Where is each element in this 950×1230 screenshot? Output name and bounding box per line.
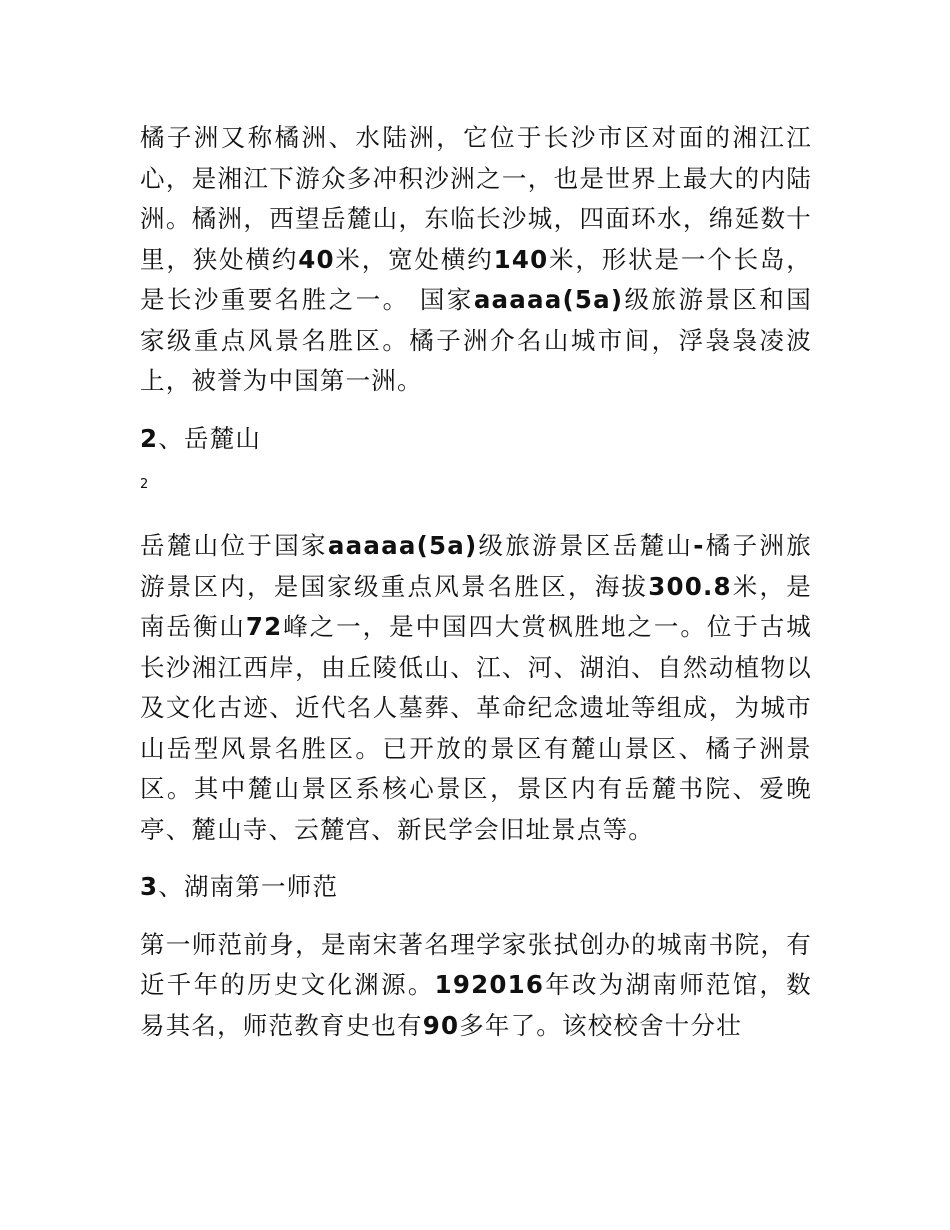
- number-run: 40: [298, 244, 335, 274]
- text-run: 级旅游景区和国家级重点风景名胜区。橘子洲介名山城市间，浮袅袅凌波上，被誉为中国第一洲。: [140, 285, 813, 395]
- number-run: 72: [245, 612, 283, 641]
- text-run: 米，是南岳衡山: [140, 571, 812, 641]
- section-heading-yuelu: [140, 419, 812, 460]
- yuelu-paragraph: [140, 526, 812, 850]
- text-run: 峰之一，是中国四大赏枫胜地之一。位于古城长沙湘江西岸，由丘陵低山、江、河、湖泊、自然动植物以及文化古迹、近代名人墓葬、革命纪念遗址等组成，为城市山岳型风景名胜区。已开放的景区有麓山景区、橘子洲景区。其中麓山景区系核心景区，景区内有岳麓书院、爱晚亭、麓山寺、云麓宫、新民学会旧址景点等。: [140, 612, 812, 844]
- text-run: 多年了。该校校舍十分壮: [459, 1010, 742, 1040]
- document-content: [140, 118, 812, 1046]
- text-run: 米，宽处横约: [334, 244, 494, 274]
- number-run: aaaaa(5a): [473, 285, 624, 314]
- number-run: 90: [422, 1010, 460, 1040]
- heading-number: 3: [140, 872, 159, 901]
- first-normal-paragraph: [140, 925, 812, 1047]
- number-run: -: [693, 531, 705, 560]
- number-run: 192016: [434, 970, 545, 999]
- number-run: 300.8: [648, 571, 732, 601]
- number-run: aaaaa(5a): [327, 531, 478, 560]
- text-run: 第一师范前身，是南宋著名理学家张拭创办的城南书院，有近千年的历史文化渊源。: [140, 929, 812, 999]
- text-run: 年改为湖南师范馆，数易其名，师范教育史也有: [140, 970, 813, 1040]
- text-run: 橘子洲又称橘洲、水陆洲，它位于长沙市区对面的湘江江心，是湘江下游众多冲积沙洲之一，也是世界上最大的内陆洲。橘洲，西望岳麓山，东临长沙城，四面环水，绵延数十里，狭处横约: [140, 123, 812, 274]
- text-run: 级旅游景区岳麓山: [477, 531, 694, 560]
- heading-text: 、岳麓山: [158, 423, 262, 453]
- heading-text: 、湖南第一师范: [158, 872, 339, 901]
- text-run: 岳麓山位于国家: [140, 531, 328, 560]
- section-heading-first-normal: [140, 867, 812, 908]
- heading-number: 2: [140, 423, 159, 453]
- number-run: 140: [493, 244, 549, 274]
- text-run: 米，形状是一个长岛，是长沙重要名胜之一。 国家: [140, 244, 812, 314]
- small-page-note: 2: [140, 477, 149, 492]
- orange-isle-paragraph: [140, 118, 812, 402]
- text-run: 橘子洲旅游景区内，是国家级重点风景名胜区，海拔: [140, 531, 812, 601]
